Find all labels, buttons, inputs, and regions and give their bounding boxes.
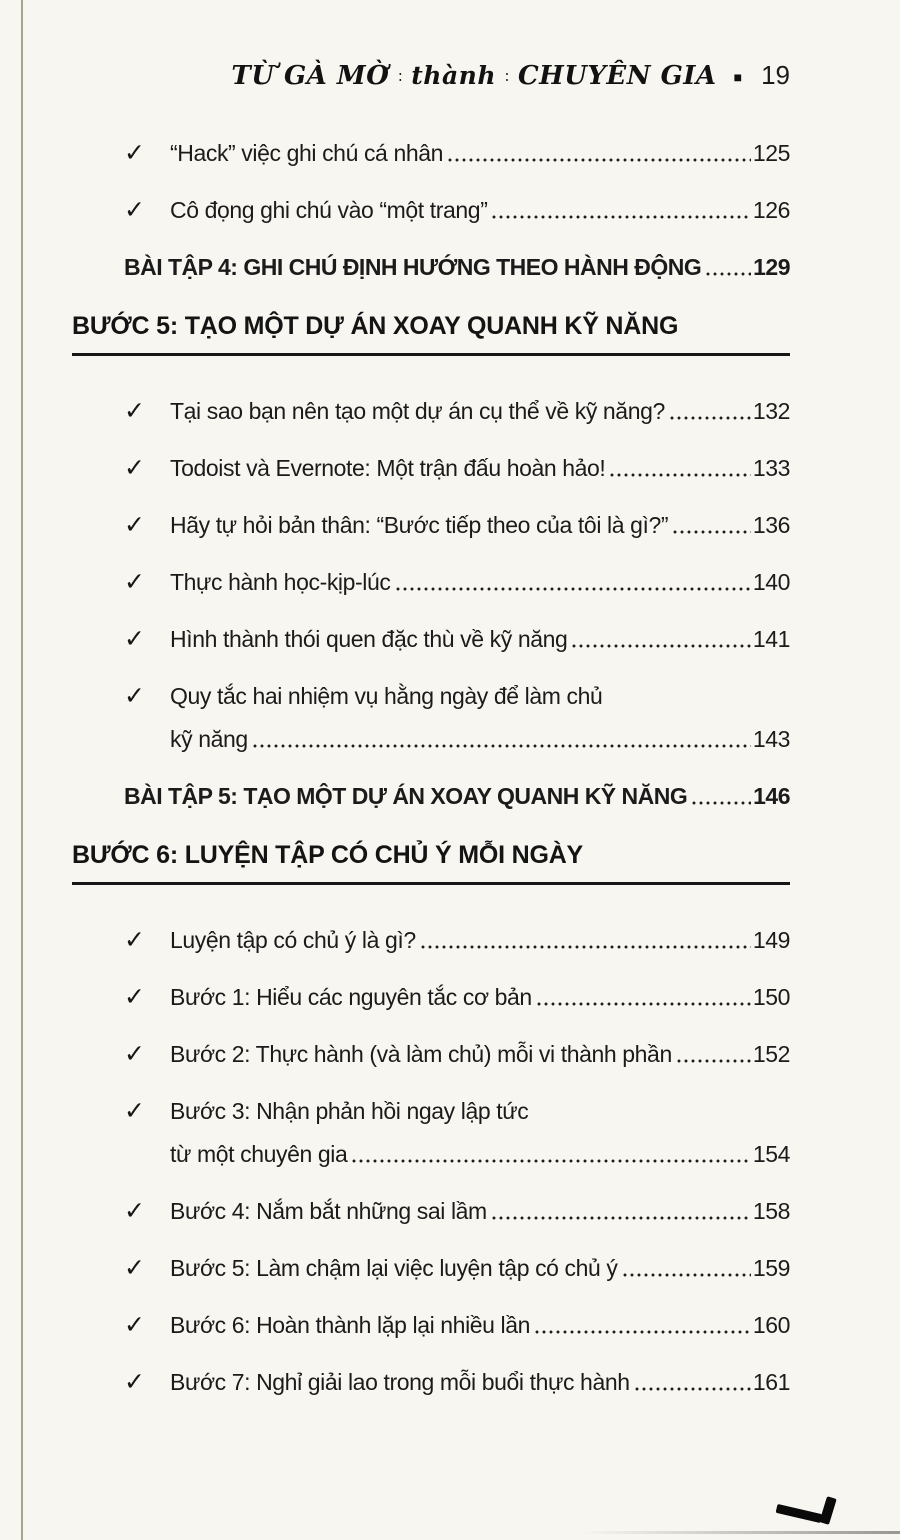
book-title-part-2: thành: [411, 61, 497, 90]
toc-entry-text: BÀI TẬP 5: TẠO MỘT DỰ ÁN XOAY QUANH KỸ NĂNG: [124, 783, 688, 809]
dot-leader: [537, 1002, 751, 1006]
checkmark-icon: ✓: [124, 1368, 145, 1396]
toc-entry-text: Bước 2: Thực hành (và làm chủ) mỗi vi thành phần: [170, 1041, 672, 1067]
checkmark-icon: ✓: [124, 568, 145, 596]
dot-leader: [572, 644, 750, 648]
toc-entry: [124, 1312, 790, 1339]
toc-entry-page: 150: [752, 984, 790, 1010]
toc-entry: [124, 398, 790, 425]
toc-entry-text: Thực hành học-kịp-lúc: [170, 569, 391, 595]
toc-entry-text: Hình thành thói quen đặc thù về kỹ năng: [170, 626, 568, 652]
dot-leader: [352, 1159, 750, 1163]
toc-entry-text: Bước 3: Nhận phản hồi ngay lập tức: [170, 1098, 529, 1124]
checkmark-icon: ✓: [124, 511, 145, 539]
toc-entry: [124, 984, 790, 1011]
toc-entry-text: Hãy tự hỏi bản thân: “Bước tiếp theo của tôi là gì?”: [170, 512, 669, 538]
toc-entry: [124, 1041, 790, 1068]
toc-entry-text: Luyện tập có chủ ý là gì?: [170, 927, 416, 953]
checkmark-icon: ✓: [124, 682, 145, 710]
dot-leader: [492, 1216, 751, 1220]
dot-leader: [396, 587, 751, 591]
toc-entry-text-continued: kỹ năng: [170, 726, 248, 752]
toc-entry-page: 136: [752, 512, 790, 538]
checkmark-icon: ✓: [124, 454, 145, 482]
toc-entry-text: Cô đọng ghi chú vào “một trang”: [170, 197, 488, 223]
dot-leader: [706, 272, 751, 276]
section-heading-buoc-6: [72, 840, 790, 885]
toc-entry: [124, 1369, 790, 1396]
toc-entry-page: 159: [752, 1255, 790, 1281]
page-edge-line: [21, 0, 23, 1540]
dot-leader: [253, 744, 751, 748]
toc-entry-page: 146: [753, 783, 790, 809]
toc-entry-text: Quy tắc hai nhiệm vụ hằng ngày để làm chủ: [170, 683, 603, 709]
ornament-icon: ∶: [505, 69, 509, 86]
dot-leader: [677, 1059, 751, 1063]
toc-entry: [124, 512, 790, 539]
toc-entry-page: 158: [752, 1198, 790, 1224]
checkmark-icon: ✓: [124, 625, 145, 653]
toc-exercise-entry: [124, 783, 790, 810]
toc-entry-text: Bước 4: Nắm bắt những sai lầm: [170, 1198, 487, 1224]
dot-leader: [610, 473, 750, 477]
toc-exercise-entry: [124, 254, 790, 281]
toc-entry-text: Bước 7: Nghỉ giải lao trong mỗi buổi thực hành: [170, 1369, 630, 1395]
toc-entry-page: 133: [752, 455, 790, 481]
dot-leader: [421, 945, 751, 949]
checkmark-icon: ✓: [124, 983, 145, 1011]
running-header: [72, 60, 790, 94]
toc-entry-text: “Hack” việc ghi chú cá nhân: [170, 140, 444, 166]
checkmark-icon: ✓: [124, 926, 145, 954]
toc-entry: [124, 927, 790, 954]
toc-entry-page: 129: [753, 254, 790, 280]
toc-entry: [124, 455, 790, 482]
toc-entry: [124, 626, 790, 653]
toc-entry-page: 141: [752, 626, 790, 652]
toc-entry-page: 125: [752, 140, 790, 166]
toc-entry-text: Todoist và Evernote: Một trận đấu hoàn hảo!: [170, 455, 606, 481]
dot-leader: [673, 530, 751, 534]
square-bullet-icon: ■: [733, 69, 743, 85]
toc-entry-page: 161: [752, 1369, 790, 1395]
dot-leader: [448, 158, 751, 162]
dot-leader: [670, 416, 751, 420]
toc-entry-text: Bước 1: Hiểu các nguyên tắc cơ bản: [170, 984, 532, 1010]
checkmark-icon: ✓: [124, 1254, 145, 1282]
toc-entry-text: Tại sao bạn nên tạo một dự án cụ thể về kỹ năng?: [170, 398, 665, 424]
toc-entry-text: BÀI TẬP 4: GHI CHÚ ĐỊNH HƯỚNG THEO HÀNH ĐỘNG: [124, 254, 702, 280]
checkmark-icon: ✓: [124, 1311, 145, 1339]
page-bottom-shadow: [580, 1531, 900, 1534]
toc-entry-page: 149: [752, 927, 790, 953]
corner-ink-mark: [776, 1496, 836, 1528]
toc-entry-page: 132: [752, 398, 790, 424]
toc-entry-page: 160: [752, 1312, 790, 1338]
section-heading-text: BƯỚC 6: LUYỆN TẬP CÓ CHỦ Ý MỖI NGÀY: [72, 841, 584, 869]
toc-entry: [124, 140, 790, 167]
checkmark-icon: ✓: [124, 1040, 145, 1068]
dot-leader: [623, 1273, 751, 1277]
checkmark-icon: ✓: [124, 397, 145, 425]
toc-entry-text: Bước 5: Làm chậm lại việc luyện tập có chủ ý: [170, 1255, 618, 1281]
section-rule: [72, 353, 790, 356]
toc-entry: [124, 1198, 790, 1225]
toc-entry-page: 143: [752, 726, 790, 752]
toc-entry: [124, 1255, 790, 1282]
section-heading-text: BƯỚC 5: TẠO MỘT DỰ ÁN XOAY QUANH KỸ NĂNG: [72, 312, 679, 340]
toc-entry-page: 154: [752, 1141, 790, 1167]
header-page-number: 19: [761, 60, 790, 90]
toc-entry-page: 152: [752, 1041, 790, 1067]
dot-leader: [535, 1330, 751, 1334]
checkmark-icon: ✓: [124, 196, 145, 224]
toc-entry-multiline: [124, 1098, 790, 1168]
section-rule: [72, 882, 790, 885]
toc-entry-page: 126: [752, 197, 790, 223]
toc-entry-page: 140: [752, 569, 790, 595]
ornament-icon: ∶: [398, 69, 403, 86]
toc-entry-multiline: [124, 683, 790, 753]
dot-leader: [492, 215, 750, 219]
book-title-part-1: TỪ GÀ MỜ: [231, 61, 390, 91]
checkmark-icon: ✓: [124, 1097, 145, 1125]
toc-entry: [124, 197, 790, 224]
checkmark-icon: ✓: [124, 1197, 145, 1225]
toc-entry-text: Bước 6: Hoàn thành lặp lại nhiều lần: [170, 1312, 531, 1338]
dot-leader: [692, 801, 751, 805]
toc-entry: [124, 569, 790, 596]
book-title-part-3: CHUYÊN GIA: [517, 61, 717, 91]
toc-entry-text-continued: từ một chuyên gia: [170, 1141, 348, 1167]
dot-leader: [635, 1387, 751, 1391]
section-heading-buoc-5: [72, 311, 790, 356]
checkmark-icon: ✓: [124, 139, 145, 167]
